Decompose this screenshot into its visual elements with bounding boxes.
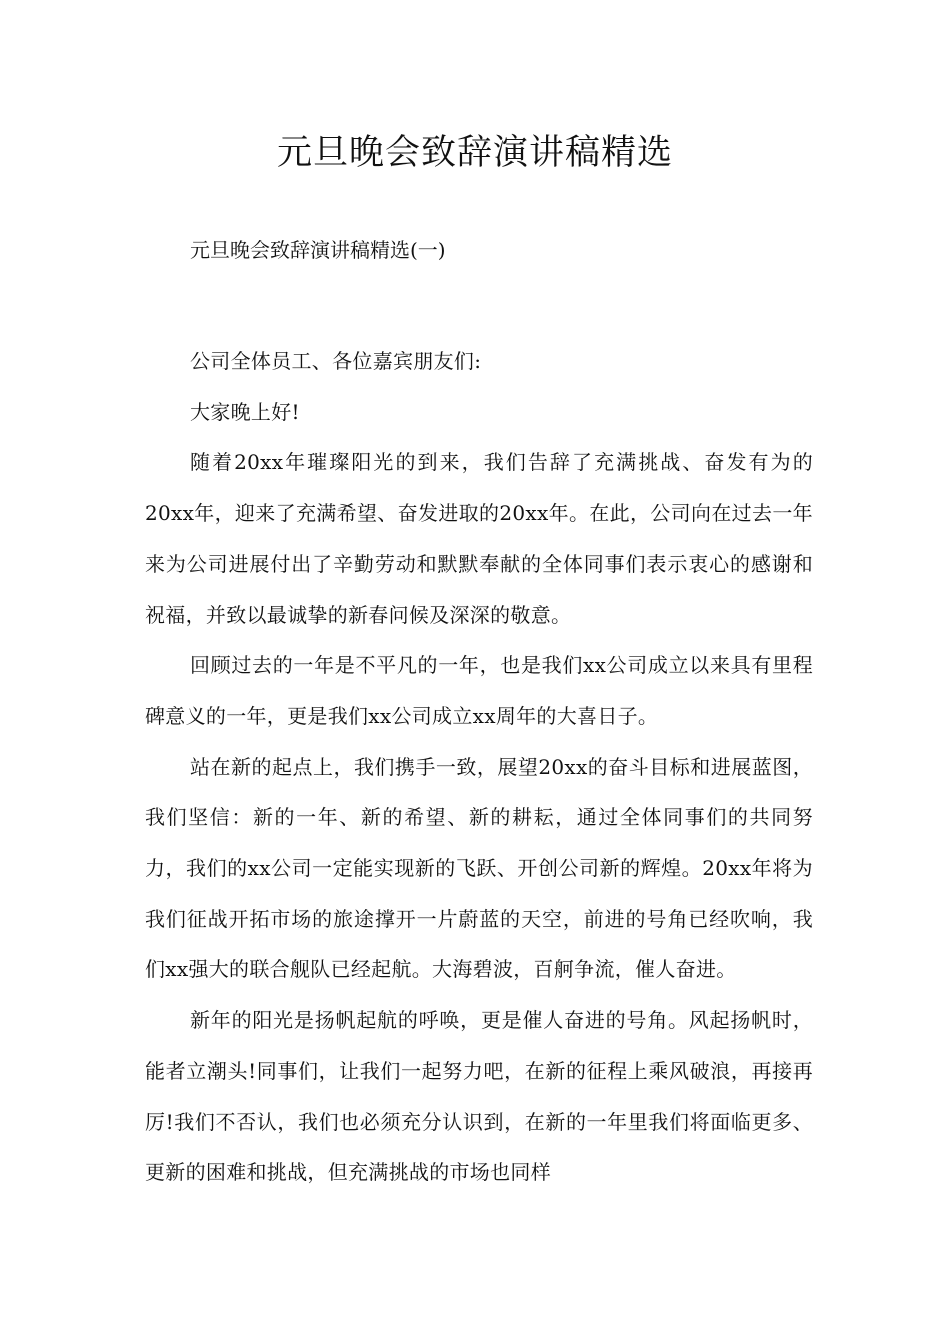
document-subtitle: 元旦晚会致辞演讲稿精选(一) bbox=[190, 238, 446, 262]
paragraph-greeting: 大家晚上好! bbox=[190, 399, 300, 424]
paragraph: 新年的阳光是扬帆起航的呼唤，更是催人奋进的号角。风起扬帆时，能者立潮头!同事们，让我们一起努力吧，在新的征程上乘风破浪，再接再厉!我们不否认，我们也必须充分认识到，在新的一年里我们将面临更多、更新的困难和挑战，但充满挑战的市场也同样 bbox=[145, 1008, 813, 1185]
paragraph-salutation: 公司全体员工、各位嘉宾朋友们: bbox=[190, 349, 482, 373]
paragraph: 站在新的起点上，我们携手一致，展望20xx的奋斗目标和进展蓝图，我们坚信：新的一年、新的希望、新的耕耘，通过全体同事们的共同努力，我们的xx公司一定能实现新的飞跃、开创公司新的辉煌。20xx年将为我们征战开拓市场的旅途撑开一片蔚蓝的天空，前进的号角已经吹响，我们xx强大的联合舰队已经起航。大海碧波，百舸争流，催人奋进。 bbox=[145, 754, 813, 982]
document-title: 元旦晚会致辞演讲稿精选 bbox=[276, 133, 673, 173]
document-body bbox=[145, 336, 813, 1198]
paragraph: 回顾过去的一年是不平凡的一年，也是我们xx公司成立以来具有里程碑意义的一年，更是我们xx公司成立xx周年的大喜日子。 bbox=[145, 653, 813, 728]
paragraph: 随着20xx年璀璨阳光的到来，我们告辞了充满挑战、奋发有为的20xx年，迎来了充满希望、奋发进取的20xx年。在此，公司向在过去一年来为公司进展付出了辛勤劳动和默默奉献的全体同事们表示衷心的感谢和祝福，并致以最诚挚的新春问候及深深的敬意。 bbox=[145, 450, 813, 627]
